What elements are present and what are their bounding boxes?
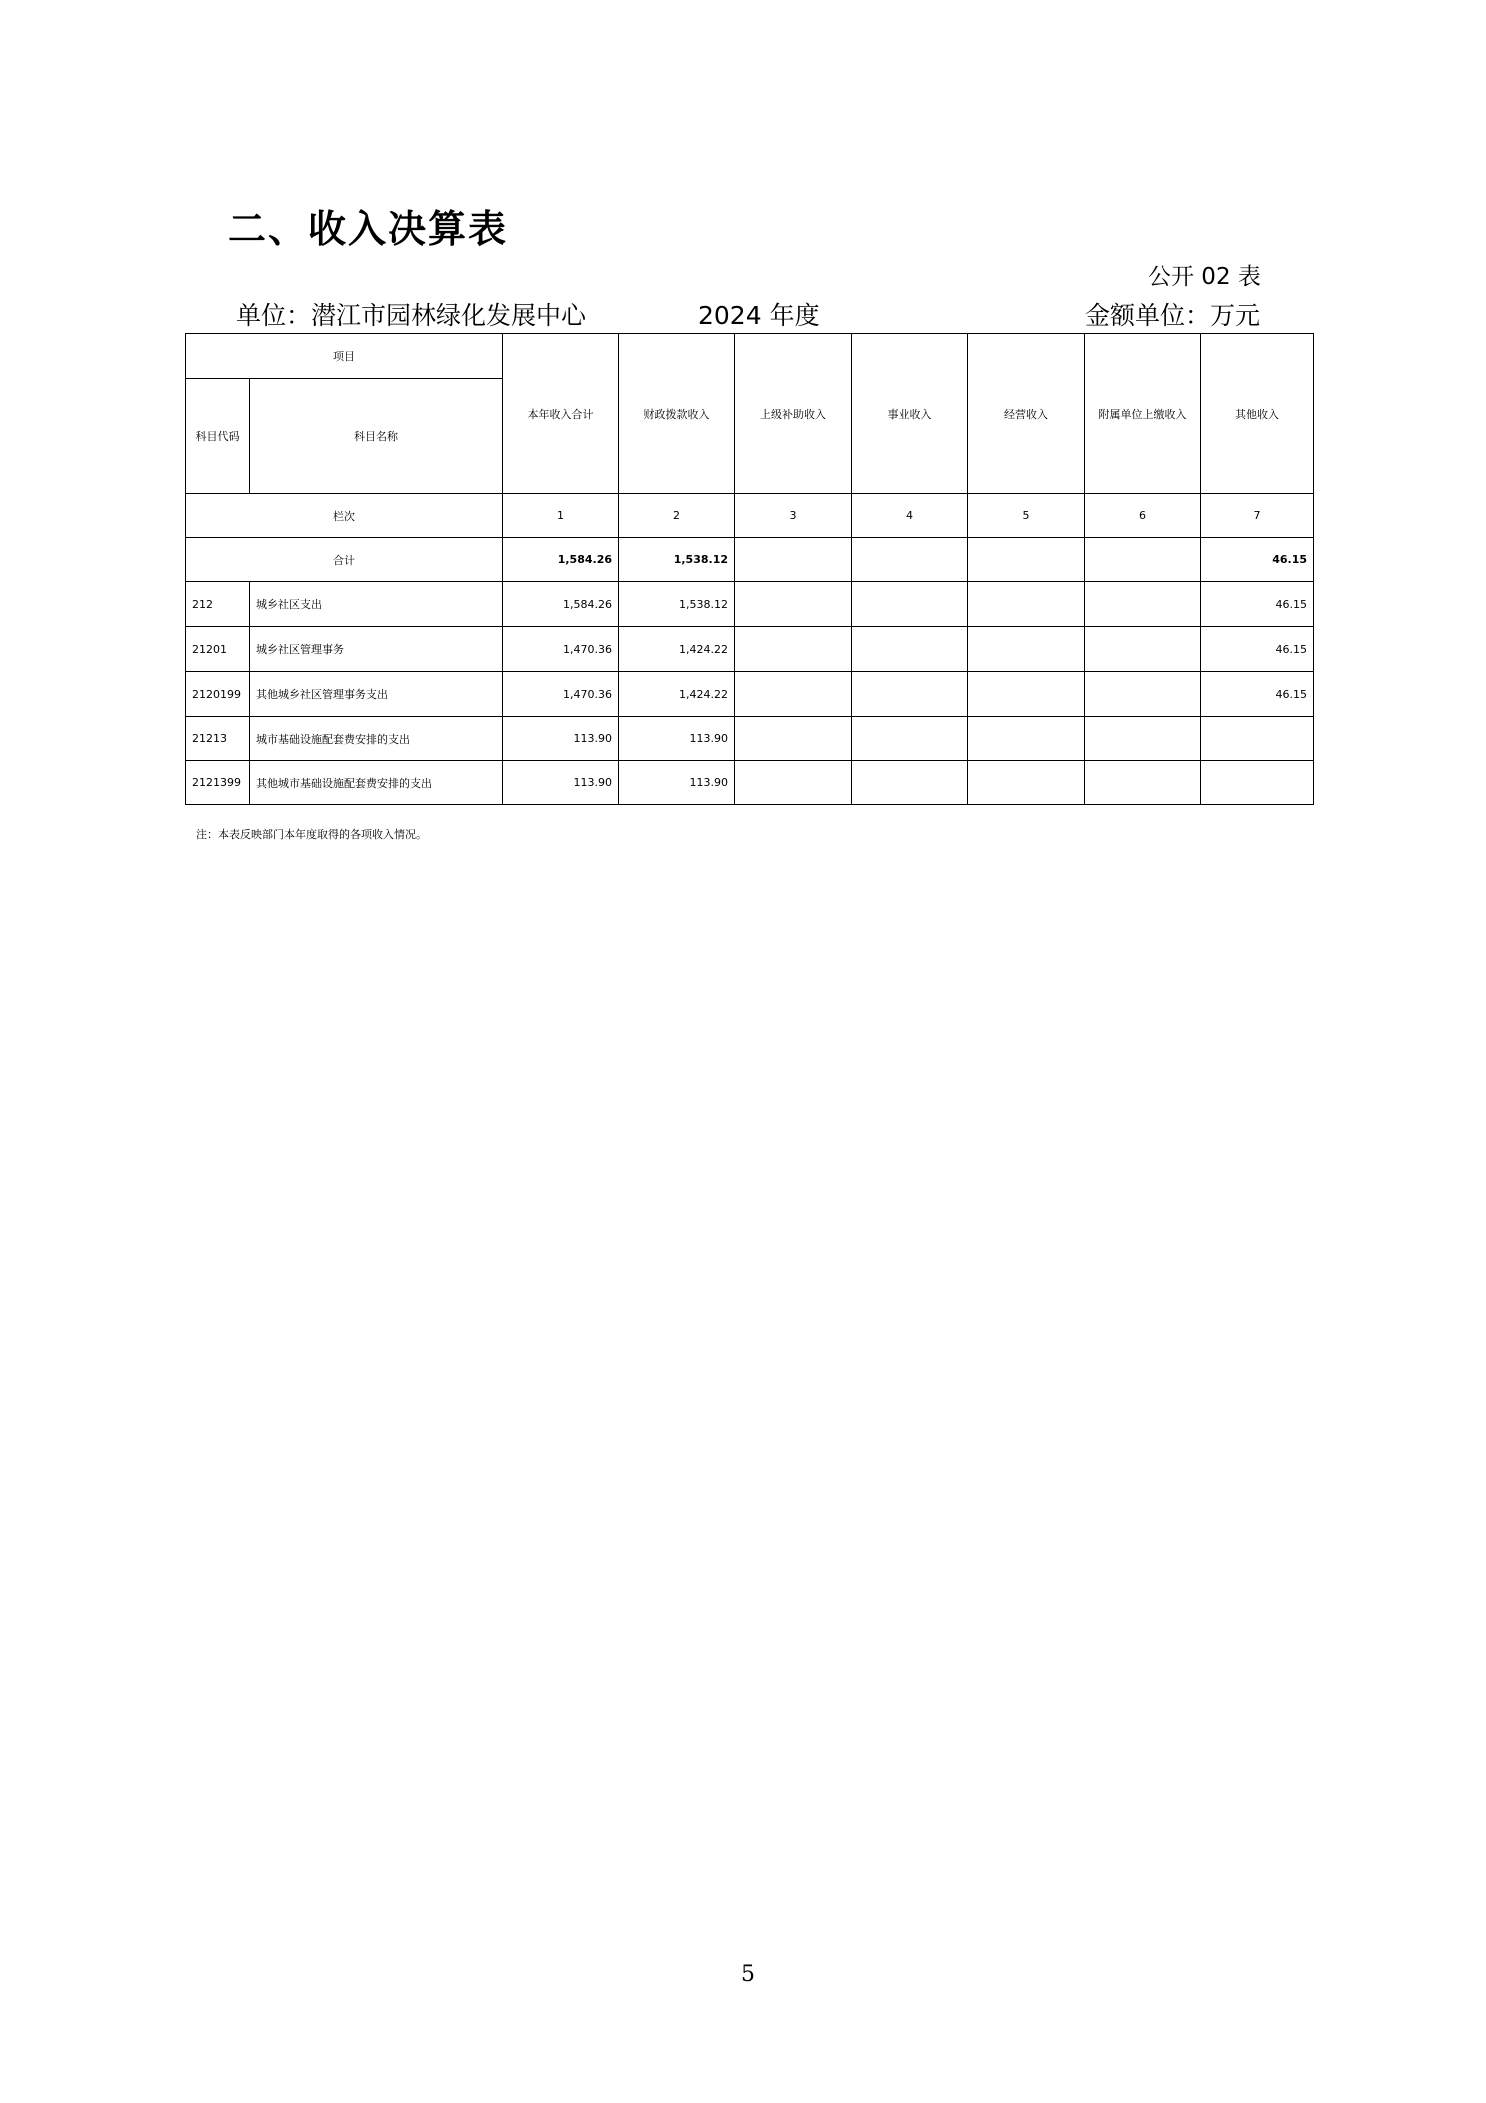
amount-cell [852, 582, 968, 627]
money-unit-label: 金额单位：万元 [1085, 301, 1261, 330]
page-number: 5 [741, 1962, 755, 1987]
subject-name: 城乡社区管理事务 [250, 627, 503, 672]
total-value [852, 538, 968, 582]
amount-cell [968, 582, 1085, 627]
total-value: 1,538.12 [619, 538, 735, 582]
subject-code: 2120199 [186, 672, 250, 717]
total-row [186, 538, 1314, 582]
table-row [186, 717, 1314, 761]
header-code: 科目代码 [186, 379, 250, 494]
table-row [186, 627, 1314, 672]
amount-cell [1085, 672, 1201, 717]
amount-cell: 1,584.26 [503, 582, 619, 627]
amount-cell [1085, 627, 1201, 672]
amount-cell [735, 627, 852, 672]
total-value [1085, 538, 1201, 582]
row-index [186, 494, 1314, 538]
row-index-value: 3 [735, 494, 852, 538]
subject-code: 2121399 [186, 761, 250, 805]
header-col-2: 财政拨款收入 [619, 334, 735, 494]
amount-cell [1085, 761, 1201, 805]
amount-cell: 113.90 [503, 761, 619, 805]
table-row [186, 761, 1314, 805]
amount-cell [852, 717, 968, 761]
amount-cell [968, 761, 1085, 805]
amount-cell [852, 672, 968, 717]
income-table [185, 333, 1314, 805]
row-index-label: 栏次 [186, 494, 503, 538]
page-title: 二、收入决算表 [228, 207, 509, 251]
row-index-value: 4 [852, 494, 968, 538]
amount-cell: 1,424.22 [619, 627, 735, 672]
amount-cell: 46.15 [1201, 627, 1314, 672]
amount-cell: 1,424.22 [619, 672, 735, 717]
header-col-4: 事业收入 [852, 334, 968, 494]
header-col-1: 本年收入合计 [503, 334, 619, 494]
table-row [186, 672, 1314, 717]
table-note: 注：本表反映部门本年度取得的各项收入情况。 [196, 828, 427, 841]
row-index-value: 1 [503, 494, 619, 538]
amount-cell: 1,470.36 [503, 627, 619, 672]
amount-cell [735, 672, 852, 717]
subject-code: 212 [186, 582, 250, 627]
header-col-5: 经营收入 [968, 334, 1085, 494]
header-col-3: 上级补助收入 [735, 334, 852, 494]
amount-cell [1201, 717, 1314, 761]
total-label: 合计 [186, 538, 503, 582]
amount-cell [968, 627, 1085, 672]
row-index-value: 7 [1201, 494, 1314, 538]
amount-cell: 46.15 [1201, 672, 1314, 717]
amount-cell [1085, 582, 1201, 627]
amount-cell: 113.90 [503, 717, 619, 761]
amount-cell: 113.90 [619, 761, 735, 805]
subject-name: 城乡社区支出 [250, 582, 503, 627]
total-value [735, 538, 852, 582]
amount-cell [852, 761, 968, 805]
year-label: 2024 年度 [698, 301, 820, 330]
total-value [968, 538, 1085, 582]
amount-cell: 113.90 [619, 717, 735, 761]
subject-code: 21213 [186, 717, 250, 761]
amount-cell: 1,470.36 [503, 672, 619, 717]
header-project: 项目 [186, 334, 503, 379]
amount-cell [968, 717, 1085, 761]
unit-label: 单位：潜江市园林绿化发展中心 [236, 301, 587, 330]
header-col-6: 附属单位上缴收入 [1085, 334, 1201, 494]
subject-name: 其他城乡社区管理事务支出 [250, 672, 503, 717]
header-col-7: 其他收入 [1201, 334, 1314, 494]
amount-cell [1085, 717, 1201, 761]
amount-cell: 1,538.12 [619, 582, 735, 627]
amount-cell [1201, 761, 1314, 805]
amount-cell [735, 761, 852, 805]
subject-name: 城市基础设施配套费安排的支出 [250, 717, 503, 761]
table-row [186, 582, 1314, 627]
amount-cell [735, 582, 852, 627]
row-index-value: 6 [1085, 494, 1201, 538]
total-value: 1,584.26 [503, 538, 619, 582]
amount-cell [852, 627, 968, 672]
total-value: 46.15 [1201, 538, 1314, 582]
subject-name: 其他城市基础设施配套费安排的支出 [250, 761, 503, 805]
row-index-value: 2 [619, 494, 735, 538]
form-number: 公开 02 表 [1148, 264, 1261, 290]
amount-cell [735, 717, 852, 761]
amount-cell: 46.15 [1201, 582, 1314, 627]
header-name: 科目名称 [250, 379, 503, 494]
subject-code: 21201 [186, 627, 250, 672]
amount-cell [968, 672, 1085, 717]
row-index-value: 5 [968, 494, 1085, 538]
